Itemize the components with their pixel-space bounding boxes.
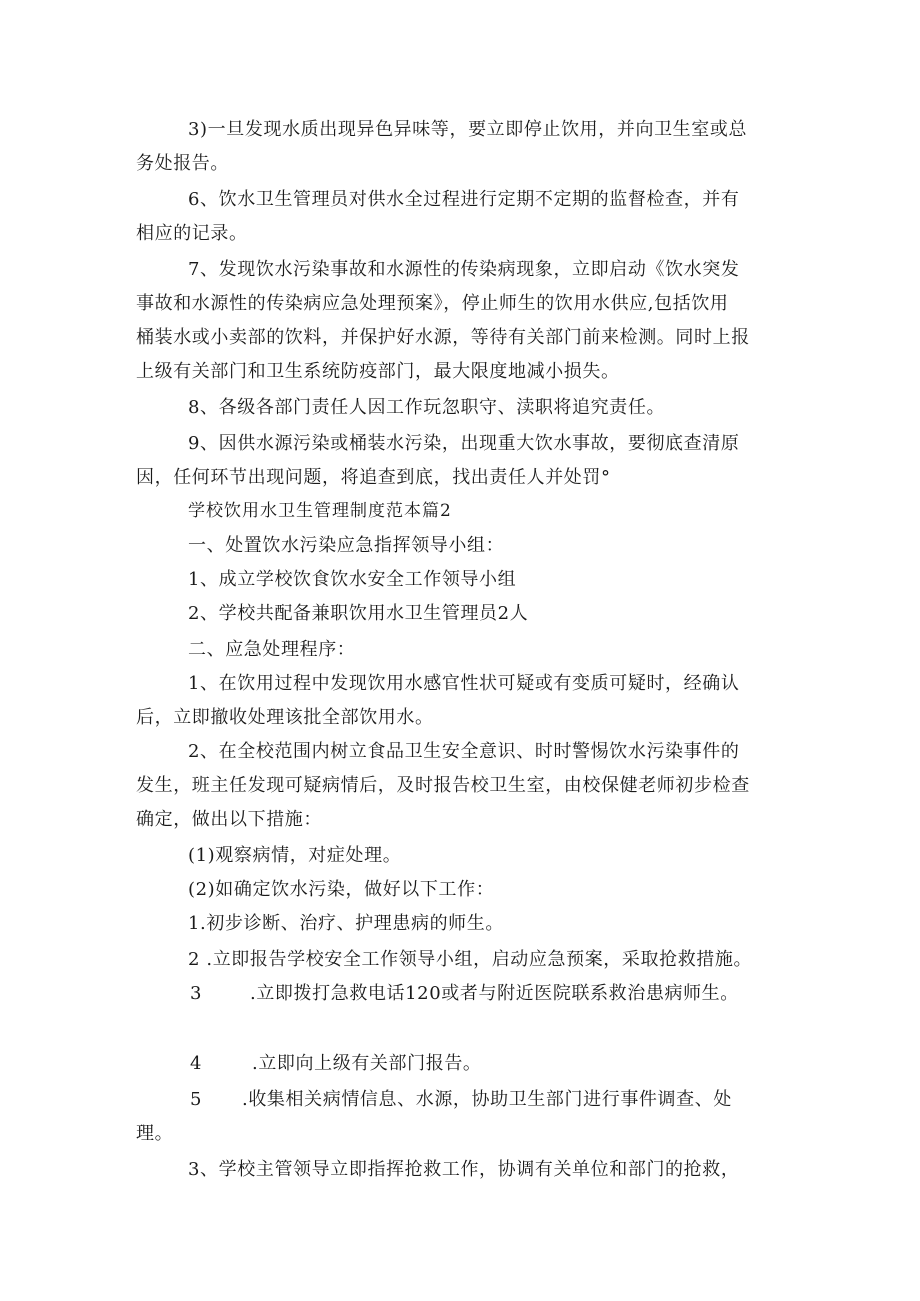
paragraph-line: 相应的记录。 bbox=[136, 223, 248, 244]
paragraph-line: 发生，班主任发现可疑病情后，及时报告校卫生室，由校保健老师初步检查 bbox=[136, 775, 750, 796]
paragraph-line: 3)一旦发现水质出现异色异味等，要立即停止饮用，并向卫生室或总 bbox=[188, 119, 748, 140]
list-number: 3 bbox=[190, 983, 202, 1004]
paragraph-line: 6、饮水卫生管理员对供水全过程进行定期不定期的监督检查，并有 bbox=[188, 189, 740, 210]
paragraph-line: 3、学校主管领导立即指挥抢救工作，协调有关单位和部门的抢救， bbox=[188, 1159, 740, 1180]
paragraph-line: .立即拨打急救电话120或者与附近医院联系救治患病师生。 bbox=[250, 983, 739, 1004]
paragraph-line: (1)观察病情，对症处理。 bbox=[188, 845, 402, 866]
paragraph-line: 2、学校共配备兼职饮用水卫生管理员2人 bbox=[188, 603, 529, 624]
paragraph-line: 9、因供水源污染或桶装水污染，出现重大饮水事故，要彻底查清原 bbox=[188, 433, 740, 454]
paragraph-line: 8、各级各部门责任人因工作玩忽职守、渎职将追究责任。 bbox=[188, 397, 666, 418]
paragraph-line: 上级有关部门和卫生系统防疫部门，最大限度地减小损失。 bbox=[136, 361, 620, 382]
paragraph-line: 理。 bbox=[136, 1123, 174, 1144]
list-number: 5 bbox=[190, 1089, 202, 1110]
paragraph-line: 事故和水源性的传染病应急处理预案》，停止师生的饮用水供应,包括饮用 bbox=[136, 293, 729, 314]
section-title: 学校饮用水卫生管理制度范本篇2 bbox=[188, 501, 452, 521]
paragraph-line: 1.初步诊断、治疗、护理患病的师生。 bbox=[188, 913, 504, 934]
paragraph-line: 2 .立即报告学校安全工作领导小组，启动应急预案，采取抢救措施。 bbox=[188, 949, 753, 970]
paragraph-line: .立即向上级有关部门报告。 bbox=[252, 1053, 482, 1074]
paragraph-line: 2、在全校范围内树立食品卫生安全意识、时时警惕饮水污染事件的 bbox=[188, 741, 740, 762]
paragraph-line: 桶装水或小卖部的饮料，并保护好水源，等待有关部门前来检测。同时上报 bbox=[136, 327, 750, 348]
paragraph-line: 1、在饮用过程中发现饮用水感官性状可疑或有变质可疑时，经确认 bbox=[188, 673, 740, 694]
paragraph-line: 1、成立学校饮食饮水安全工作领导小组 bbox=[188, 569, 517, 590]
paragraph-line: 后，立即撤收处理该批全部饮用水。 bbox=[136, 707, 434, 728]
paragraph-line: (2)如确定饮水污染，做好以下工作： bbox=[188, 879, 495, 900]
paragraph-line: 一、处置饮水污染应急指挥领导小组： bbox=[188, 535, 505, 556]
paragraph-line: 因，任何环节出现问题，将追查到底，找出责任人并处罚° bbox=[136, 467, 611, 488]
paragraph-line: 务处报告。 bbox=[136, 153, 229, 174]
paragraph-line: 7、发现饮水污染事故和水源性的传染病现象，立即启动《饮水突发 bbox=[188, 259, 740, 280]
paragraph-line: 确定，做出以下措施： bbox=[136, 809, 322, 830]
paragraph-line: 二、应急处理程序： bbox=[188, 639, 356, 660]
list-number: 4 bbox=[190, 1053, 202, 1074]
paragraph-line: .收集相关病情信息、水源，协助卫生部门进行事件调查、处 bbox=[242, 1089, 732, 1110]
